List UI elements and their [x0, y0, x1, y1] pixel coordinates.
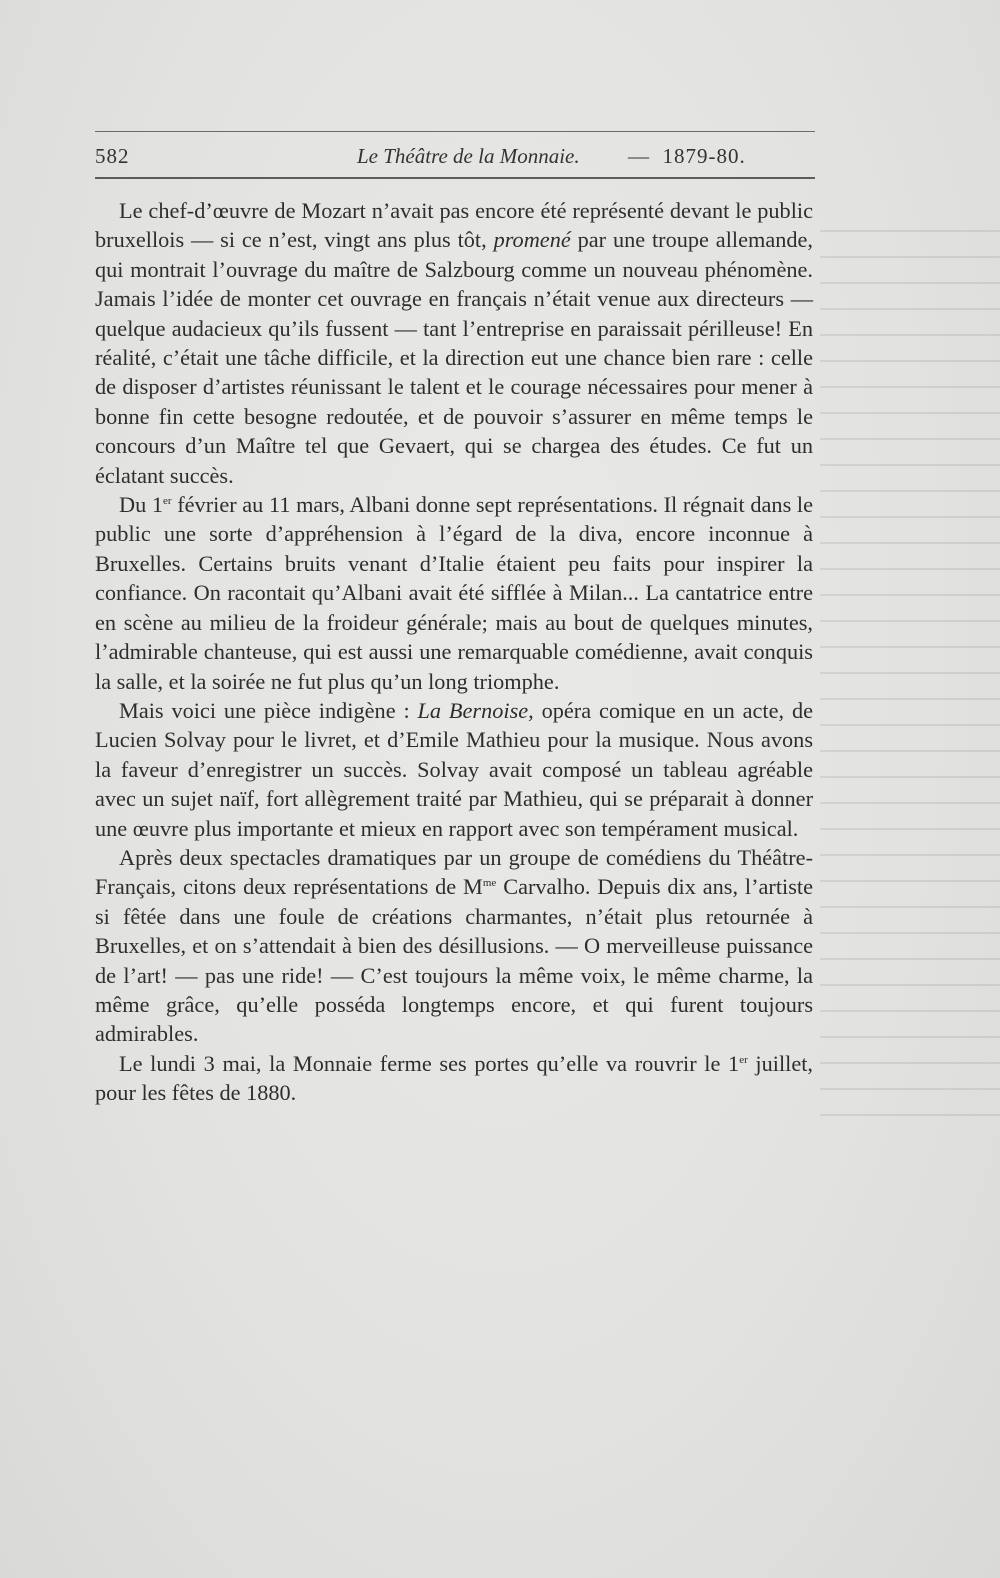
p4-text-b: Carvalho. Depuis dix ans, l’artiste si fêtée dans une foule de créations charmantes, n’était plus retournée à Bruxelles, et on s’attendait à bien des désillusions. — O merveilleuse puissance de l’art! — pas une ride! — C’est toujours la même voix, le même charme, la même grâce, qu’elle posséda longtemps encore, et qui furent toujours admirables.: [95, 874, 814, 1047]
p3-italic: La Bernoise,: [417, 697, 534, 723]
paragraph-5: [95, 1049, 813, 1108]
p3-text-b: opéra comique en un acte, de Lucien Solvay pour le livret, et d’Emile Mathieu pour la musique. Nous avons la faveur d’enregistrer un succès. Solvay avait composé un tableau agréable avec un sujet naïf, fort allègrement traité par Mathieu, qui se préparait à donner une œuvre plus importante et mieux en rapport avec son tempérament musical.: [95, 697, 813, 841]
p5-text-b: juillet, pour les fêtes de 1880.: [95, 1050, 813, 1106]
running-head: [95, 140, 815, 172]
paragraph-4: [95, 843, 813, 1049]
p1-text-b: par une troupe allemande, qui montrait l’ouvrage du maître de Salzbourg comme un nouveau phénomène. Jamais l’idée de monter cet ouvrage en français n’était venue aux directeurs — quelque audacieux qu’ils fussent — tant l’entreprise en paraissait périlleuse! En réalité, c’était une tâche difficile, et la direction eut une chance bien rare : celle de disposer d’artistes réunissant le talent et le courage nécessaires pour mener à bonne fin cette besogne redoutée, et de pouvoir s’assurer en même temps le concours d’un Maître tel que Gevaert, qui se chargea des études. Ce fut un éclatant succès.: [95, 227, 813, 488]
p4-text-a: Après deux spectacles dramatiques par un groupe de comédiens du Théâtre-Français, citons deux représentations de M: [95, 844, 813, 900]
body-text: [95, 196, 813, 1108]
p1-italic: promené: [493, 227, 571, 253]
p2-text-b: février au 11 mars, Albani donne sept représentations. Il régnait dans le public une sorte d’appréhension à l’égard de la diva, encore inconnue à Bruxelles. Certains bruits venant d’Italie étaient peu faits pour inspirer la confiance. On racontait qu’Albani avait été sifflée à Milan... La cantatrice entre en scène au milieu de la froideur générale; mais au bout de quelques minutes, l’admirable chanteuse, qui est aussi une remarquable comédienne, avait conquis la salle, et la soirée ne fut plus qu’un long triomphe.: [95, 492, 813, 694]
running-title: Le Théâtre de la Monnaie.: [357, 144, 580, 168]
page-number: 582: [95, 144, 130, 168]
p4-sup: me: [482, 877, 497, 890]
p1-text-a: Le chef-d’œuvre de Mozart n’avait pas encore été représenté devant le public bruxellois — si ce n’est, vingt ans plus tôt,: [95, 198, 813, 253]
p2-sup: er: [163, 495, 172, 508]
paragraph-1: [95, 196, 813, 490]
p2-text-a: Du 1: [119, 492, 164, 518]
paragraph-3: [95, 696, 813, 843]
p5-sup: er: [739, 1053, 748, 1066]
header-rule-top: [95, 131, 815, 132]
header-years: 1879-80.: [662, 144, 746, 168]
p5-text-a: Le lundi 3 mai, la Monnaie ferme ses portes qu’elle va rouvrir le 1: [119, 1050, 740, 1076]
running-years: [628, 144, 746, 169]
header-separator: —: [628, 144, 650, 168]
show-through-text: [820, 230, 1000, 1130]
p3-text-a: Mais voici une pièce indigène :: [119, 697, 410, 723]
header-rule-bottom: [95, 177, 815, 179]
paragraph-2: [95, 490, 813, 696]
